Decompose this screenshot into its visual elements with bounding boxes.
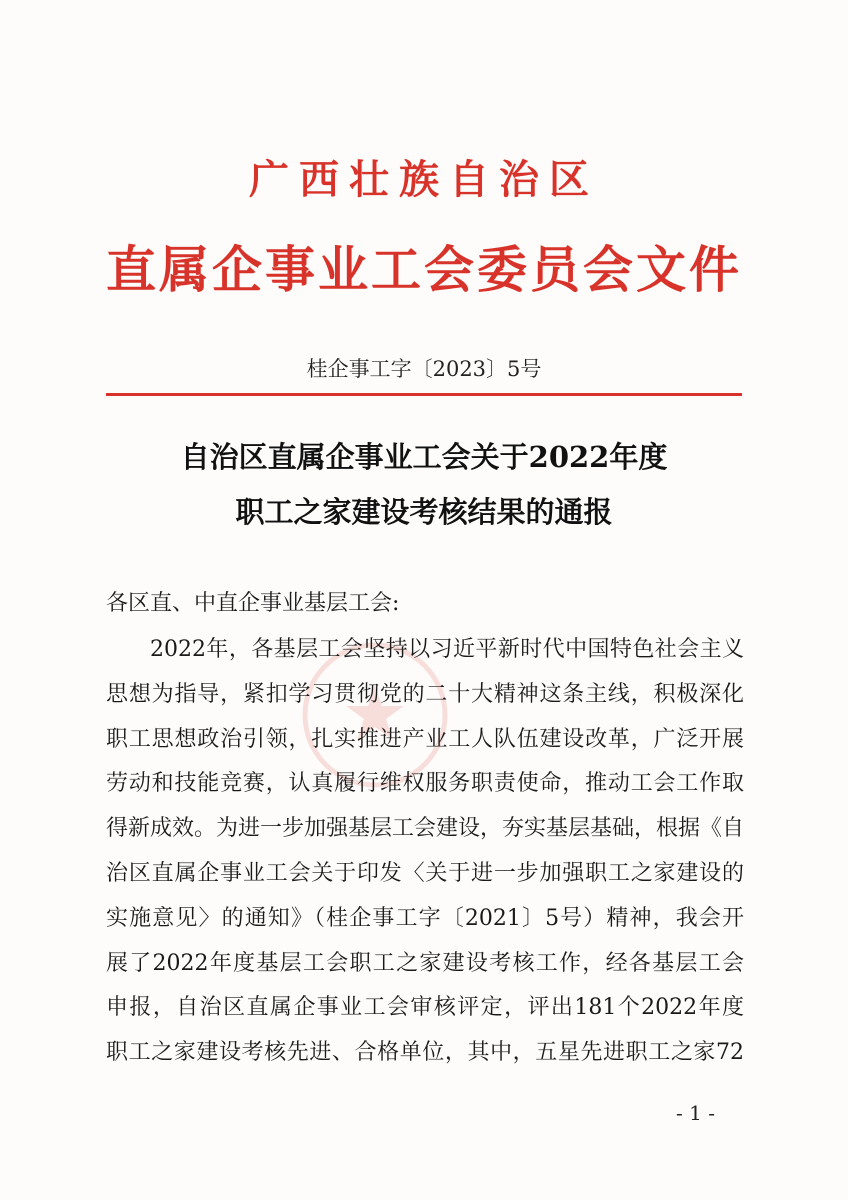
title-line-2: 职工之家建设考核结果的通报: [235, 495, 613, 529]
page-number: - 1 -: [676, 1101, 715, 1125]
document-title: [0, 430, 848, 540]
body-line: 思想为指导，紧扣学习贯彻党的二十大精神这条主线，积极深化: [106, 681, 744, 707]
body-line: 申报，自治区直属企事业工会审核评定，评出181个2022年度: [106, 995, 744, 1021]
body-line: 职工思想政治引领，扎实推进产业工人队伍建设改革，广泛开展: [106, 726, 744, 752]
title-line-1: 自治区直属企事业工会关于2022年度: [180, 440, 668, 474]
body-line: 2022年，各基层工会坚持以习近平新时代中国特色社会主义: [150, 637, 744, 662]
body-line: 得新成效。为进一步加强基层工会建设，夯实基层基础，根据《自: [106, 816, 745, 842]
body-line: 治区直属企事业工会关于印发〈关于进一步加强职工之家建设的: [106, 860, 744, 886]
body-paragraph: [106, 628, 744, 1076]
issuer-header-document: 直属企事业工会委员会文件: [106, 240, 742, 299]
body-line: 实施意见〉的通知》（桂企事工字〔2021〕5号）精神，我会开: [106, 905, 744, 931]
document-number: 桂企事工字〔2023〕5号: [306, 357, 542, 381]
red-divider-line: [106, 393, 742, 396]
body-line: 职工之家建设考核先进、合格单位，其中，五星先进职工之家72: [106, 1040, 744, 1066]
body-line: 展了2022年度基层工会职工之家建设考核工作，经各基层工会: [106, 950, 744, 976]
salutation: 各区直、中直企事业基层工会:: [106, 591, 400, 616]
body-line: 劳动和技能竞赛，认真履行维权服务职责使命，推动工会工作取: [106, 771, 744, 797]
issuer-header-region: 广西壮族自治区: [249, 156, 599, 203]
